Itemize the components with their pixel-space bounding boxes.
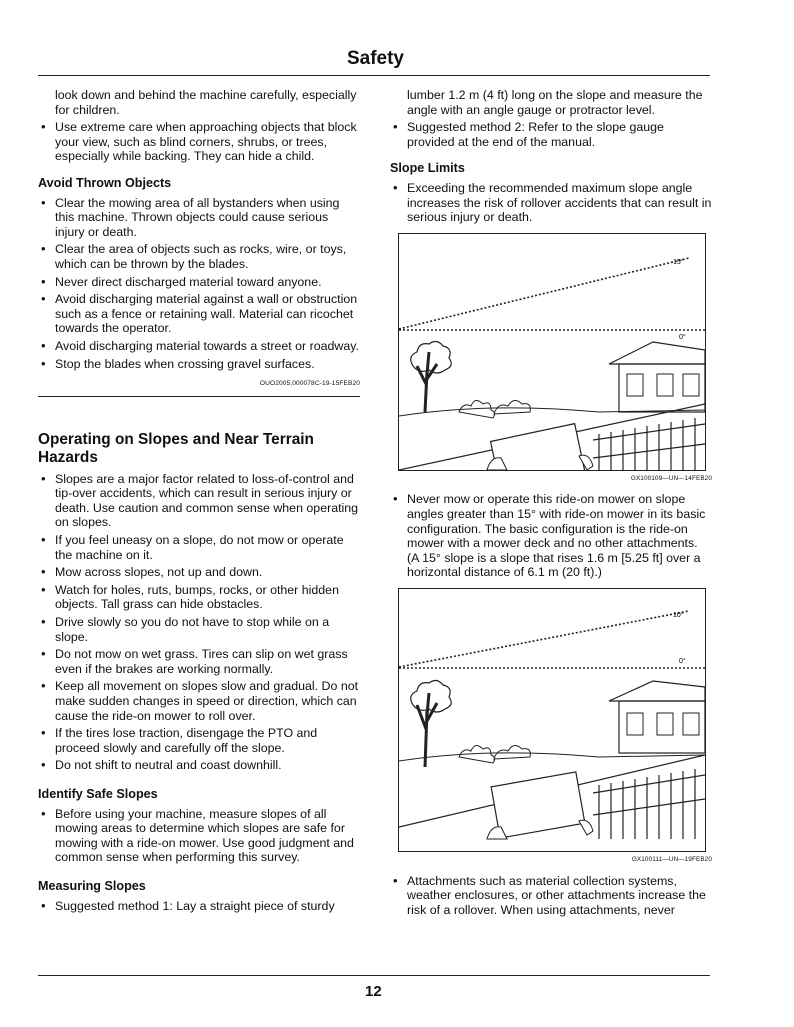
left-column	[38, 88, 360, 916]
list-item: • Watch for holes, ruts, bumps, rocks, or other hidden objects. Tall grass can hide obstacles.	[38, 583, 360, 612]
section-heading-thrown-objects: Avoid Thrown Objects	[38, 175, 172, 190]
slopes-list	[38, 472, 360, 773]
list-item: • Never direct discharged material toward anyone.	[38, 275, 360, 290]
list-item: • Attachments such as material collection systems, weather enclosures, or other attachments increase the risk of a rollover. When using attachments, never	[390, 874, 712, 918]
intro-list	[38, 120, 360, 164]
measuring-list-continued	[390, 120, 712, 149]
page-title: Safety	[346, 48, 404, 69]
slope-illustration-10	[398, 588, 706, 852]
list-item: • Exceeding the recommended maximum slope angle increases the risk of rollover accidents that can result in serious injury or death.	[390, 181, 712, 225]
measuring-list	[38, 899, 360, 914]
slope-drawing-10	[399, 589, 705, 851]
section-heading-identify-safe-slopes: Identify Safe Slopes	[38, 786, 158, 801]
list-item: • If the tires lose traction, disengage the PTO and proceed slowly and carefully off the slope.	[38, 726, 360, 755]
section-heading-measuring-slopes: Measuring Slopes	[38, 878, 146, 893]
section-heading-slopes: Operating on Slopes and Near Terrain Hazards	[38, 430, 314, 466]
list-item: • Suggested method 2: Refer to the slope gauge provided at the end of the manual.	[390, 120, 712, 149]
list-item: • Drive slowly so you do not have to stop while on a slope.	[38, 615, 360, 644]
list-item: • Slopes are a major factor related to loss-of-control and tip-over accidents, which can result in serious injury or death. Use caution and common sense when operating on slopes.	[38, 472, 360, 530]
header-rule	[38, 75, 710, 76]
zero-label: 0°	[679, 657, 686, 665]
list-item: • Before using your machine, measure slopes of all mowing areas to determine which slopes are safe for mowing with a ride-on mower. Use good judgment and common sense when performing this survey.	[38, 807, 360, 865]
list-item: • If you feel uneasy on a slope, do not mow or operate the machine on it.	[38, 533, 360, 562]
list-item: • Keep all movement on slopes slow and gradual. Do not make sudden changes in speed or direction, which can cause the ride-on mower to roll over.	[38, 679, 360, 723]
list-item: • Do not mow on wet grass. Tires can slip on wet grass even if the brakes are working normally.	[38, 647, 360, 676]
figure-code: GX100109—UN—14FEB20	[630, 474, 712, 482]
angle-label: 15°	[673, 258, 684, 266]
list-item: • Suggested method 1: Lay a straight piece of sturdy	[38, 899, 360, 914]
list-item: • Never mow or operate this ride-on mower on slope angles greater than 15° with ride-on mower in its basic configuration. The basic configuration is the ride-on mower with a mower deck and no other attachments. (A 15° slope is a slope that rises 1.6 m [5.25 ft] over a horizontal distance of 6.1 m (20 ft).)	[390, 492, 712, 580]
reference-code: OUO2005,000078C-19-15FEB20	[38, 377, 360, 397]
attachments-list	[390, 874, 712, 918]
list-item: • Avoid discharging material against a wall or obstruction such as a fence or retaining wall. Material can ricochet towards the operator.	[38, 292, 360, 336]
slope-limits-list	[390, 181, 712, 225]
list-item: • Do not shift to neutral and coast downhill.	[38, 758, 360, 773]
list-item: • Stop the blades when crossing gravel surfaces.	[38, 357, 360, 372]
page-number: 12	[365, 983, 382, 1000]
figure-code: GX100111—UN—19FEB20	[631, 855, 712, 863]
list-item: • Clear the mowing area of all bystanders when using this machine. Thrown objects could cause serious injury or death.	[38, 196, 360, 240]
list-item: • Clear the area of objects such as rocks, wire, or toys, which can be thrown by the blades.	[38, 242, 360, 271]
list-item: • Use extreme care when approaching objects that block your view, such as blind corners, shrubs, or trees, especially while backing. They can hide a child.	[38, 120, 360, 164]
thrown-objects-list	[38, 196, 360, 372]
measuring-continuation: lumber 1.2 m (4 ft) long on the slope and measure the angle with an angle gauge or protractor level.	[407, 88, 703, 117]
intro-continuation: look down and behind the machine carefully, especially for children.	[55, 88, 357, 117]
section-heading-slope-limits: Slope Limits	[390, 161, 465, 176]
list-item: • Mow across slopes, not up and down.	[38, 565, 360, 580]
slope-angle-list	[390, 492, 712, 580]
list-item: • Avoid discharging material towards a street or roadway.	[38, 339, 360, 354]
slope-drawing-15	[399, 234, 705, 470]
footer-rule	[38, 975, 710, 976]
angle-label: 10°	[673, 611, 684, 619]
zero-label: 0°	[679, 333, 686, 341]
right-column	[390, 88, 712, 920]
identify-list	[38, 807, 360, 865]
slope-illustration-15	[398, 233, 706, 471]
